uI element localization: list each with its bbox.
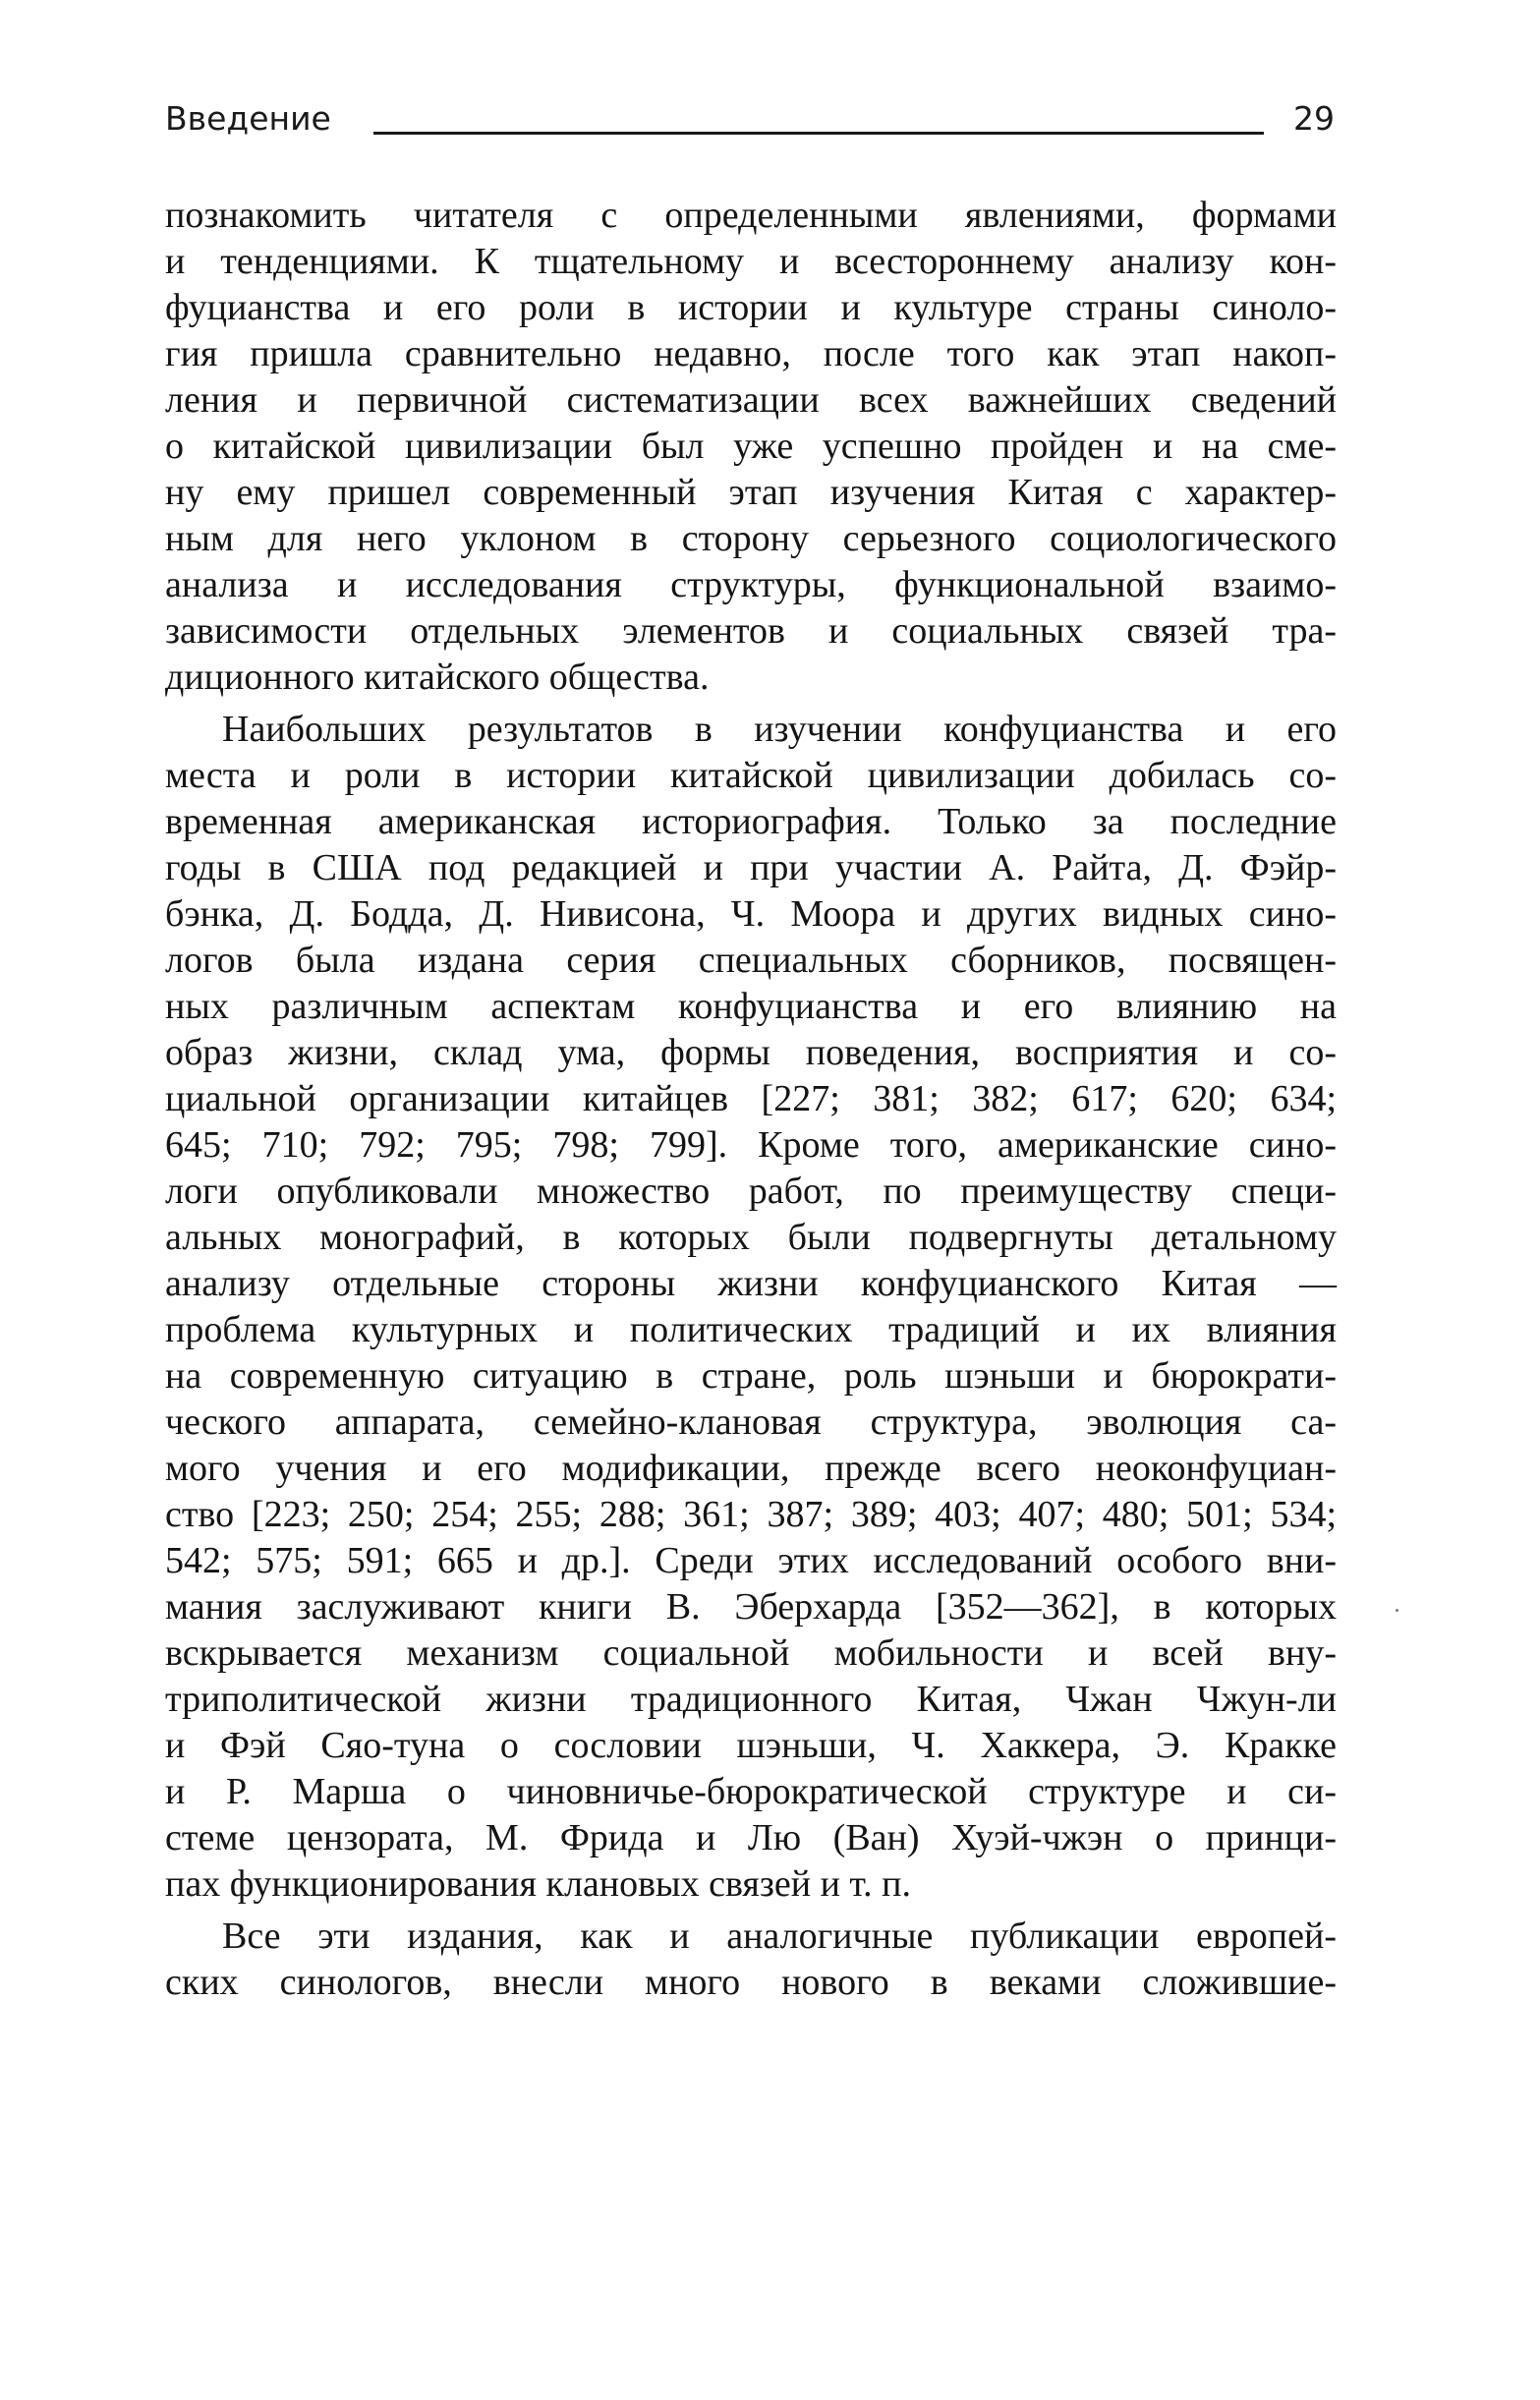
text-line: стеме цензората, М. Фрида и Лю (Ван) Хуэй-чжэн о принци- xyxy=(165,1817,1337,1858)
paragraph-3 xyxy=(165,1914,1337,2006)
body-text xyxy=(165,193,1337,2006)
text-line: вскрывается механизм социальной мобильности и всей вну- xyxy=(165,1632,1337,1674)
text-line: мого учения и его модификации, прежде всего неоконфуциан- xyxy=(165,1448,1337,1489)
text-line: и Р. Марша о чиновничье-бюрократической структуре и си- xyxy=(165,1771,1337,1812)
text-line: познакомить читателя с определенными явлениями, формами xyxy=(165,195,1337,236)
text-line: ство [223; 250; 254; 255; 288; 361; 387; 389; 403; 407; 480; 501; 534; xyxy=(165,1494,1337,1535)
text-line: логов была издана серия специальных сборников, посвящен- xyxy=(165,940,1337,981)
scan-speck xyxy=(1396,1609,1398,1612)
text-line: зависимости отдельных элементов и социальных связей тра- xyxy=(165,610,1337,652)
text-line: проблема культурных и политических традиций и их влияния xyxy=(165,1309,1337,1350)
text-line: анализа и исследования структуры, функциональной взаимо- xyxy=(165,564,1337,605)
text-line: 645; 710; 792; 795; 798; 799]. Кроме того, американские сино- xyxy=(165,1124,1337,1166)
text-line: бэнка, Д. Бодда, Д. Нивисона, Ч. Моора и других видных сино- xyxy=(165,893,1337,935)
text-line: фуцианства и его роли в истории и культуре страны синоло- xyxy=(165,287,1337,328)
text-line: Все эти издания, как и аналогичные публикации европей- xyxy=(222,1915,1337,1957)
text-line: о китайской цивилизации был уже успешно пройден и на сме- xyxy=(165,426,1337,467)
paragraph-1 xyxy=(165,193,1337,701)
paragraph-2 xyxy=(165,707,1337,1908)
text-line: ления и первичной систематизации всех важнейших сведений xyxy=(165,379,1337,421)
text-line: годы в США под редакцией и при участии А. Райта, Д. Фэйр- xyxy=(165,847,1337,888)
text-line: пах функционирования клановых связей и т. п. xyxy=(165,1863,911,1905)
text-line: ческого аппарата, семейно-клановая структура, эволюция са- xyxy=(165,1401,1337,1443)
text-line: гия пришла сравнительно недавно, после того как этап накоп- xyxy=(165,333,1337,374)
text-line: ным для него уклоном в сторону серьезного социологического xyxy=(165,518,1337,559)
text-line: временная американская историография. Только за последние xyxy=(165,801,1337,842)
page-number: 29 xyxy=(1293,99,1335,138)
text-line: на современную ситуацию в стране, роль шэньши и бюрократи- xyxy=(165,1355,1337,1397)
text-line: Наибольших результатов в изучении конфуцианства и его xyxy=(222,709,1337,750)
text-line: мания заслуживают книги В. Эберхарда [352—362], в которых xyxy=(165,1586,1337,1628)
running-header xyxy=(165,94,1335,143)
text-line: ских синологов, внесли много нового в веками сложившие- xyxy=(165,1962,1337,2003)
text-line: диционного китайского общества. xyxy=(165,657,710,698)
text-line: образ жизни, склад ума, формы поведения, восприятия и со- xyxy=(165,1032,1337,1073)
text-line: альных монографий, в которых были подвергнуты детальному xyxy=(165,1217,1337,1258)
text-line: ных различным аспектам конфуцианства и его влиянию на xyxy=(165,986,1337,1027)
text-line: места и роли в истории китайской цивилизации добилась со- xyxy=(165,755,1337,796)
section-title: Введение xyxy=(165,99,331,138)
text-line: 542; 575; 591; 665 и др.]. Среди этих исследований особого вни- xyxy=(165,1540,1337,1581)
text-line: анализу отдельные стороны жизни конфуцианского Китая — xyxy=(165,1263,1337,1304)
text-line: и Фэй Сяо-туна о сословии шэньши, Ч. Хаккера, Э. Кракке xyxy=(165,1725,1337,1766)
text-line: и тенденциями. К тщательному и всестороннему анализу кон- xyxy=(165,241,1337,282)
text-line: логи опубликовали множество работ, по преимуществу специ- xyxy=(165,1171,1337,1212)
text-line: ну ему пришел современный этап изучения Китая с характер- xyxy=(165,472,1337,513)
text-line: циальной организации китайцев [227; 381; 382; 617; 620; 634; xyxy=(165,1078,1337,1119)
header-rule xyxy=(373,132,1264,135)
text-line: триполитической жизни традиционного Китая, Чжан Чжун-ли xyxy=(165,1679,1337,1720)
